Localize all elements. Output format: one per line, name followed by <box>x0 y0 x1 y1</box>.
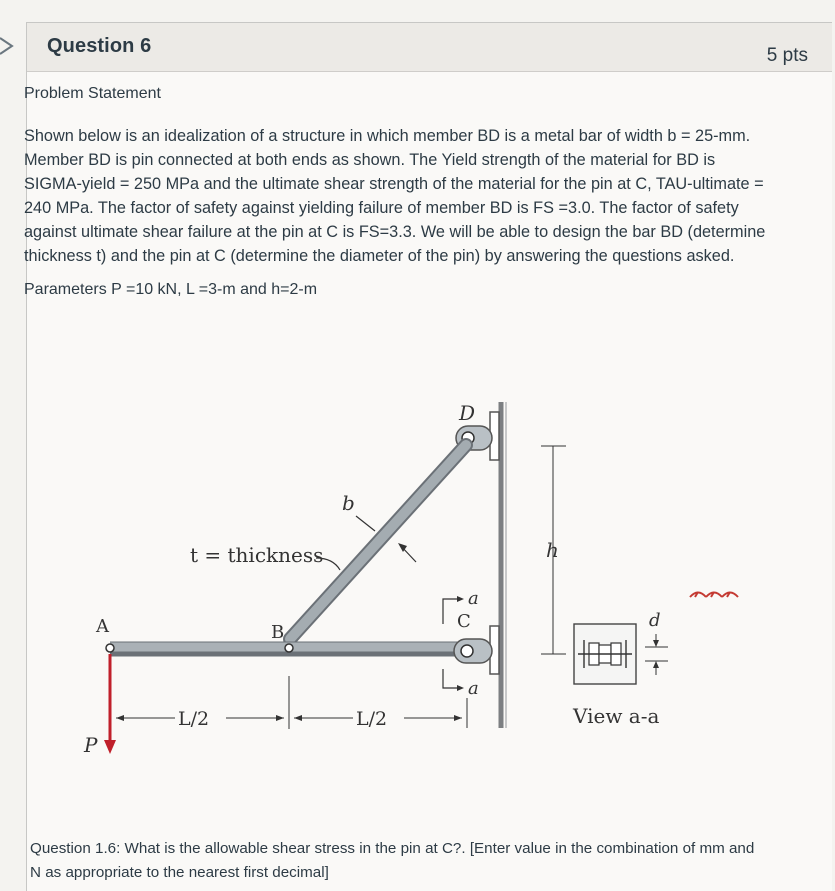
dimension-arrowhead-left <box>116 715 124 721</box>
d-top-arrowhead <box>653 640 659 647</box>
a-label: A <box>96 616 109 637</box>
half-span-label-1: L/2 <box>178 708 210 730</box>
view-aa-label: View a-a <box>573 704 660 728</box>
b-pin <box>285 644 293 652</box>
question-header <box>27 23 832 72</box>
b-leader-line <box>356 516 375 531</box>
a-top-arrowhead <box>457 596 464 602</box>
half-span-label-2: L/2 <box>356 708 388 730</box>
problem-parameters: Parameters P =10 kN, L =3-m and h=2-m <box>24 281 318 298</box>
dimension-arrowhead-mid-right <box>294 715 302 721</box>
member-bd-face <box>290 445 466 639</box>
annotation-marks <box>690 592 738 597</box>
c-pin <box>461 645 473 657</box>
a-bottom-arrowhead <box>457 685 464 691</box>
problem-heading: Problem Statement <box>24 85 161 102</box>
thickness-label: t = thickness <box>190 543 324 567</box>
problem-statement: Shown below is an idealization of a structure in which member BD is a metal bar of width b = 25-mm. Member BD is pin connected at both ends as shown. The Yield strength of the material for BD is SIGMA-yield = 250 MPa and the ultimate shear strength of the material for the pin at C, TAU-ultimate = 240 MPa. The factor of safety against yielding failure of member BD is FS =3.0. The factor of safety against ultimate shear failure at the pin at C is FS=3.3. We will be able to design the bar BD (determine thickness t) and the pin at C (determine the diameter of the pin) by answering the questions asked. <box>24 127 766 265</box>
p-label: P <box>84 733 98 757</box>
a-top-label: a <box>468 588 479 609</box>
load-arrowhead <box>104 740 116 754</box>
dimension-arrowhead-mid-left <box>276 715 284 721</box>
c-label: C <box>457 611 471 632</box>
b-point-label: B <box>271 622 285 643</box>
h-label: h <box>546 538 559 562</box>
a-bottom-label: a <box>468 678 479 699</box>
b-label: b <box>342 491 355 515</box>
dimension-arrowhead-right <box>454 715 462 721</box>
d-label: D <box>459 401 476 425</box>
followup-question: Question 1.6: What is the allowable shear stress in the pin at C?. [Enter value in the combination of mm and N as appropriate to the nearest first decimal] <box>30 840 755 882</box>
structure-diagram <box>70 394 780 774</box>
problem-content <box>24 82 774 302</box>
collapse-arrow-icon[interactable] <box>0 34 20 58</box>
question-title: Question 6 <box>47 35 152 57</box>
d-bottom-arrowhead <box>653 661 659 668</box>
d-dimension-label: d <box>649 610 661 631</box>
a-pin <box>106 644 114 652</box>
a-bottom-section-mark <box>443 669 460 688</box>
question-points: 5 pts <box>766 45 808 66</box>
